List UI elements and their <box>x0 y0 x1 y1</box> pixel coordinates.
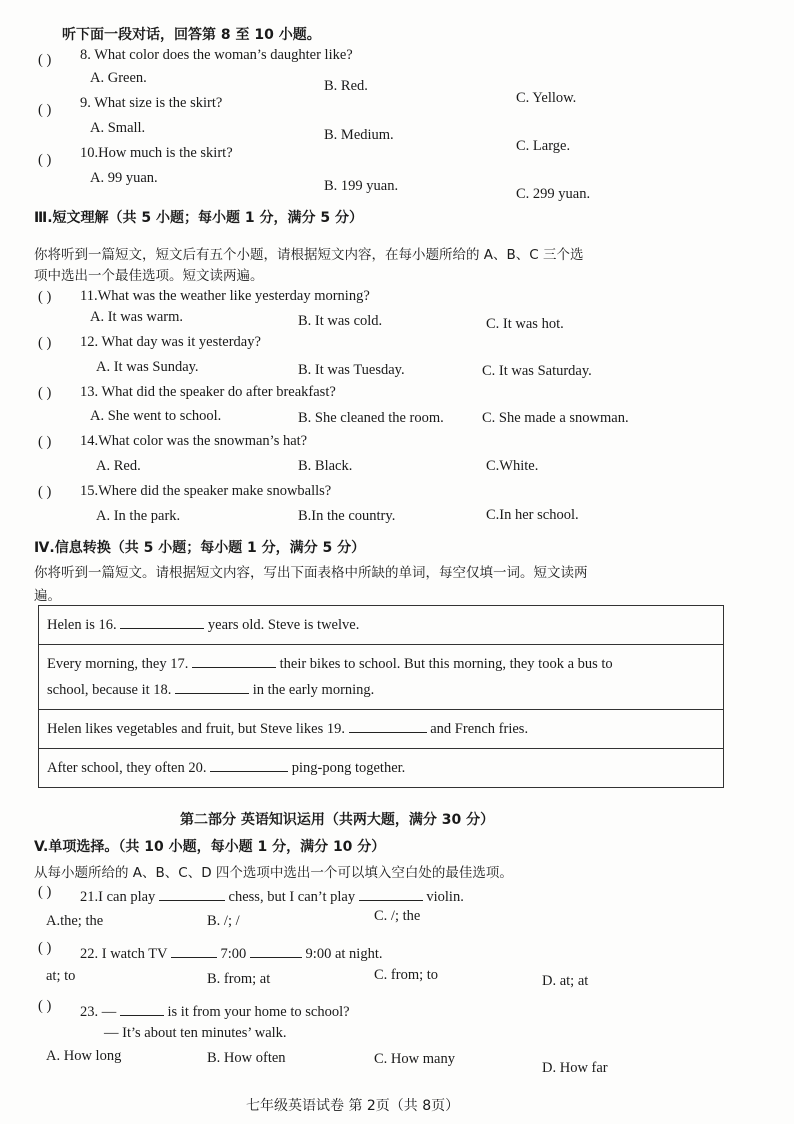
option-b: B. It was Tuesday. <box>298 362 405 378</box>
option-b: B. She cleaned the room. <box>298 410 444 426</box>
option-d: D. How far <box>542 1060 608 1076</box>
option-a: A. 99 yuan. <box>90 170 158 186</box>
question-text <box>80 1001 350 1021</box>
answer-paren[interactable]: ( ) <box>38 998 52 1014</box>
option-c: C. /; the <box>374 908 421 924</box>
text-part: 9:00 at night. <box>305 946 383 962</box>
text-part: is it from your home to school? <box>167 1004 350 1020</box>
blank-20[interactable] <box>210 757 288 772</box>
option-c: C.In her school. <box>486 507 579 523</box>
text-part: 22. I watch TV <box>80 946 168 962</box>
page-footer: 七年级英语试卷 第 2页（共 8页） <box>246 1098 460 1114</box>
question-text: 14.What color was the snowman’s hat? <box>80 433 308 449</box>
text-part: chess, but I can’t play <box>228 889 356 905</box>
option-a: A. How long <box>46 1048 122 1064</box>
row-text: Helen likes vegetables and fruit, but Steve likes 19. <box>47 721 345 737</box>
answer-paren[interactable]: ( ) <box>38 52 52 68</box>
question-text: 15.Where did the speaker make snowballs? <box>80 483 332 499</box>
option-b: B. 199 yuan. <box>324 178 399 194</box>
answer-paren[interactable]: ( ) <box>38 434 52 450</box>
option-b: B.In the country. <box>298 508 396 524</box>
table-cell <box>39 749 724 788</box>
question-text: 12. What day was it yesterday? <box>80 334 261 350</box>
option-c: C. It was hot. <box>486 316 564 332</box>
answer-paren[interactable]: ( ) <box>38 940 52 956</box>
question-text: 8. What color does the woman’s daughter like? <box>80 47 353 63</box>
instructions-line-2: 项中选出一个最佳选项。短文读两遍。 <box>34 268 264 284</box>
option-c: C. It was Saturday. <box>482 363 592 379</box>
row-text: Every morning, they 17. <box>47 656 189 672</box>
option-b: B. /; / <box>207 913 240 929</box>
section-heading-v: V.单项选择。（共 10 小题，每小题 1 分，满分 10 分） <box>34 839 386 855</box>
question-text: 11.What was the weather like yesterday morning? <box>80 288 370 304</box>
row-text: their bikes to school. But this morning, they took a bus to <box>279 656 613 672</box>
answer-paren[interactable]: ( ) <box>38 289 52 305</box>
row-text: After school, they often 20. <box>47 760 207 776</box>
instructions-line-2: 遍。 <box>34 588 61 604</box>
table-row <box>39 645 724 710</box>
question-text <box>80 943 382 963</box>
option-c: C. Large. <box>516 138 571 154</box>
blank-19[interactable] <box>349 718 427 733</box>
section-heading-iv: Ⅳ.信息转换（共 5 小题；每小题 1 分，满分 5 分） <box>34 540 366 556</box>
instructions-line-1: 你将听到一篇短文。请根据短文内容，写出下面表格中所缺的单词，每空仅填一词。短文读两 <box>34 565 588 581</box>
row-text: years old. Steve is twelve. <box>207 617 360 633</box>
option-a: A. Red. <box>96 458 141 474</box>
row-text: ping-pong together. <box>291 760 406 776</box>
blank[interactable] <box>250 943 302 958</box>
answer-paren[interactable]: ( ) <box>38 102 52 118</box>
blank-18[interactable] <box>175 679 249 694</box>
option-a: A. Small. <box>90 120 146 136</box>
option-a: A. She went to school. <box>90 408 222 424</box>
answer-paren[interactable]: ( ) <box>38 152 52 168</box>
option-b: B. from; at <box>207 971 271 987</box>
option-d: D. at; at <box>542 973 589 989</box>
row-text: school, because it 18. <box>47 682 172 698</box>
table-row <box>39 710 724 749</box>
part-two-title: 第二部分 英语知识运用（共两大题，满分 30 分） <box>180 812 495 828</box>
blank[interactable] <box>171 943 217 958</box>
row-text: and French fries. <box>430 721 529 737</box>
row-text: Helen is 16. <box>47 617 117 633</box>
option-c: C. from; to <box>374 967 439 983</box>
option-a: A. In the park. <box>96 508 181 524</box>
option-c: C. 299 yuan. <box>516 186 591 202</box>
text-part: 21.I can play <box>80 889 156 905</box>
option-a: A. Green. <box>90 70 147 86</box>
section-heading-listening: 听下面一段对话，回答第 8 至 10 小题。 <box>62 27 321 43</box>
option-b: B. Red. <box>324 78 368 94</box>
text-part: 23. — <box>80 1004 117 1020</box>
option-c: C. She made a snowman. <box>482 410 629 426</box>
answer-paren[interactable]: ( ) <box>38 884 52 900</box>
option-b: B. Black. <box>298 458 353 474</box>
blank[interactable] <box>120 1001 164 1016</box>
table-cell <box>39 710 724 749</box>
answer-paren[interactable]: ( ) <box>38 335 52 351</box>
section-heading-iii: Ⅲ.短文理解（共 5 小题；每小题 1 分，满分 5 分） <box>34 210 364 226</box>
table-row <box>39 749 724 788</box>
option-c: C. Yellow. <box>516 90 577 106</box>
table-cell <box>39 645 724 710</box>
option-c: C.White. <box>486 458 539 474</box>
option-a: A. It was Sunday. <box>96 359 199 375</box>
instructions: 从每小题所给的 A、B、C、D 四个选项中选出一个可以填入空白处的最佳选项。 <box>34 865 513 881</box>
option-b: B. Medium. <box>324 127 394 143</box>
instructions-line-1: 你将听到一篇短文，短文后有五个小题，请根据短文内容，在每小题所给的 A、B、C 三个选 <box>34 247 584 263</box>
option-a: A.the; the <box>46 913 104 929</box>
text-part: 7:00 <box>220 946 247 962</box>
option-a: at; to <box>46 968 76 984</box>
question-text <box>80 886 464 906</box>
answer-paren[interactable]: ( ) <box>38 385 52 401</box>
table-row <box>39 606 724 645</box>
answer-paren[interactable]: ( ) <box>38 484 52 500</box>
text-part: violin. <box>426 889 464 905</box>
info-table <box>38 605 724 788</box>
question-text: 10.How much is the skirt? <box>80 145 233 161</box>
question-text: 9. What size is the skirt? <box>80 95 223 111</box>
option-b: B. How often <box>207 1050 286 1066</box>
blank-17[interactable] <box>192 653 276 668</box>
option-a: A. It was warm. <box>90 309 184 325</box>
blank-16[interactable] <box>120 614 204 629</box>
table-cell <box>39 606 724 645</box>
question-text: 13. What did the speaker do after breakfast? <box>80 384 336 400</box>
blank[interactable] <box>159 886 225 901</box>
blank[interactable] <box>359 886 423 901</box>
option-c: C. How many <box>374 1051 455 1067</box>
question-answer-line: — It’s about ten minutes’ walk. <box>104 1025 287 1041</box>
row-text: in the early morning. <box>252 682 375 698</box>
option-b: B. It was cold. <box>298 313 383 329</box>
